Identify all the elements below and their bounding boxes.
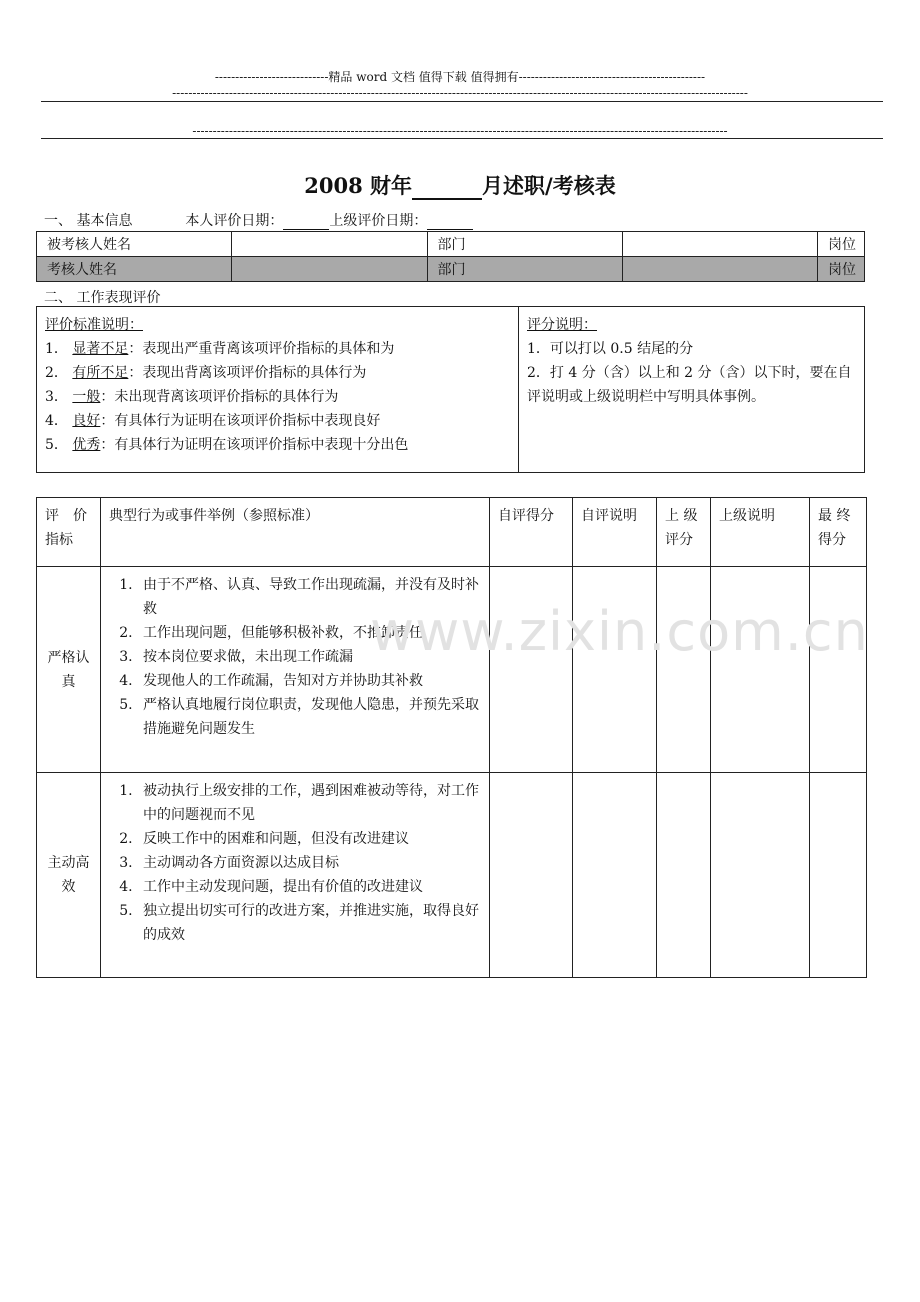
criteria-item-term: 一般	[72, 389, 101, 405]
criteria-item	[45, 337, 510, 361]
self-score-cell[interactable]	[490, 567, 573, 773]
title-prefix: 2008 财年	[304, 173, 413, 198]
self-date-field[interactable]	[283, 215, 329, 230]
list-item: 2. 反映工作中的困难和问题，但没有改进建议	[137, 827, 481, 851]
criteria-item-text: ：未出现背离该项评价指标的具体行为	[100, 389, 339, 405]
header-superior-score: 上 级评分	[657, 498, 711, 567]
criteria-right-cell	[519, 307, 865, 473]
header-final-score: 最 终得分	[810, 498, 867, 567]
table-row	[37, 307, 865, 473]
header-superior-note: 上级说明	[711, 498, 810, 567]
scoring-title: 评分说明：	[527, 317, 597, 333]
self-note-cell[interactable]	[573, 567, 657, 773]
list-item: 4. 发现他人的工作疏漏，告知对方并协助其补救	[137, 669, 481, 693]
department-label: 部门	[427, 232, 622, 257]
criteria-left-cell	[37, 307, 519, 473]
criteria-item-term: 良好	[72, 413, 101, 429]
title-month-blank[interactable]	[412, 176, 482, 200]
criteria-item-term: 显著不足	[72, 341, 129, 357]
criteria-item-term: 有所不足	[72, 365, 129, 381]
section-basic-info	[44, 210, 473, 230]
header-self-score: 自评得分	[490, 498, 573, 567]
list-item: 2. 工作出现问题，但能够积极补救，不推卸责任	[137, 621, 481, 645]
list-item: 1. 被动执行上级安排的工作，遇到困难被动等待，对工作中的问题视而不见	[137, 779, 481, 827]
superior-date-field[interactable]	[427, 215, 473, 230]
examples-cell	[101, 567, 490, 773]
header-indicator: 评 价指标	[37, 498, 101, 567]
self-note-cell[interactable]	[573, 773, 657, 978]
list-item: 3. 按本岗位要求做，未出现工作疏漏	[137, 645, 481, 669]
list-item: 4. 工作中主动发现问题，提出有价值的改进建议	[137, 875, 481, 899]
criteria-item-number: 1．	[45, 341, 73, 357]
list-item: 5. 严格认真地履行岗位职责，发现他人隐患，并预先采取措施避免问题发生	[137, 693, 481, 741]
header-rule-bottom	[41, 138, 883, 139]
evaluatee-name-field[interactable]	[232, 232, 427, 257]
table-row	[37, 232, 865, 257]
title-suffix: 月述职/考核表	[482, 173, 616, 198]
basic-info-table	[36, 231, 865, 282]
header-self-note: 自评说明	[573, 498, 657, 567]
department-label-2: 部门	[427, 257, 622, 282]
position-label-2: 岗位	[818, 257, 865, 282]
criteria-item-text: ：有具体行为证明在该项评价指标中表现十分出色	[100, 437, 409, 453]
section-basic-info-label: 一、 基本信息	[44, 213, 133, 229]
evaluation-table	[36, 497, 867, 978]
criteria-list	[45, 337, 510, 457]
criteria-item-number: 5．	[45, 437, 73, 453]
page-title	[0, 170, 920, 200]
header-examples: 典型行为或事件举例（参照标准）	[101, 498, 490, 567]
scoring-item: 2．打 4 分（含）以上和 2 分（含）以下时，要在自评说明或上级说明栏中写明具体事例。	[527, 365, 852, 405]
criteria-item-text: ：有具体行为证明在该项评价指标中表现良好	[100, 413, 381, 429]
criteria-item-text: ：表现出背离该项评价指标的具体行为	[128, 365, 367, 381]
criteria-item	[45, 361, 510, 385]
table-row	[37, 567, 867, 773]
superior-score-cell[interactable]	[657, 773, 711, 978]
indicator-strict: 严格认真	[37, 567, 101, 773]
department-field-2[interactable]	[622, 257, 817, 282]
criteria-item-text: ：表现出严重背离该项评价指标的具体和为	[128, 341, 395, 357]
list-item: 5. 独立提出切实可行的改进方案，并推进实施，取得良好的成效	[137, 899, 481, 947]
table-row	[37, 773, 867, 978]
criteria-item-number: 2．	[45, 365, 73, 381]
self-date-label: 本人评价日期：	[185, 213, 284, 229]
list-item: 3. 主动调动各方面资源以达成目标	[137, 851, 481, 875]
criteria-item	[45, 409, 510, 433]
criteria-title: 评价标准说明：	[45, 317, 143, 333]
final-score-cell[interactable]	[810, 773, 867, 978]
watermark: www.zixin.com.cn	[370, 600, 869, 663]
criteria-item-term: 优秀	[72, 437, 101, 453]
superior-note-cell[interactable]	[711, 567, 810, 773]
table-header-row	[37, 498, 867, 567]
examples-list	[109, 779, 481, 947]
examples-cell	[101, 773, 490, 978]
superior-date-label: 上级评价日期：	[329, 213, 428, 229]
criteria-table	[36, 306, 865, 473]
criteria-item-number: 3．	[45, 389, 73, 405]
evaluator-name-label: 考核人姓名	[37, 257, 232, 282]
header-rule-top	[41, 101, 883, 102]
header-dashes-2: ------------------------------------------------------------------------------------------------------------------------------------	[192, 124, 728, 138]
list-item: 1. 由于不严格、认真、导致工作出现疏漏，并没有及时补救	[137, 573, 481, 621]
self-score-cell[interactable]	[490, 773, 573, 978]
department-field[interactable]	[622, 232, 817, 257]
criteria-item	[45, 385, 510, 409]
final-score-cell[interactable]	[810, 567, 867, 773]
evaluator-name-field[interactable]	[232, 257, 427, 282]
indicator-proactive: 主动高效	[37, 773, 101, 978]
criteria-item-number: 4．	[45, 413, 73, 429]
header-dashes: ----------------------------------------------------------------------------------------------------------------------------------------------	[172, 86, 748, 100]
superior-note-cell[interactable]	[711, 773, 810, 978]
section-performance: 二、 工作表现评价	[44, 290, 161, 306]
header-banner: ----------------------------精品 word 文档 值得下载 值得拥有----------------------------------------------	[214, 70, 706, 84]
table-row	[37, 257, 865, 282]
position-label: 岗位	[818, 232, 865, 257]
evaluatee-name-label: 被考核人姓名	[37, 232, 232, 257]
scoring-item: 1．可以打以 0.5 结尾的分	[527, 341, 694, 357]
superior-score-cell[interactable]	[657, 567, 711, 773]
criteria-item	[45, 433, 510, 457]
